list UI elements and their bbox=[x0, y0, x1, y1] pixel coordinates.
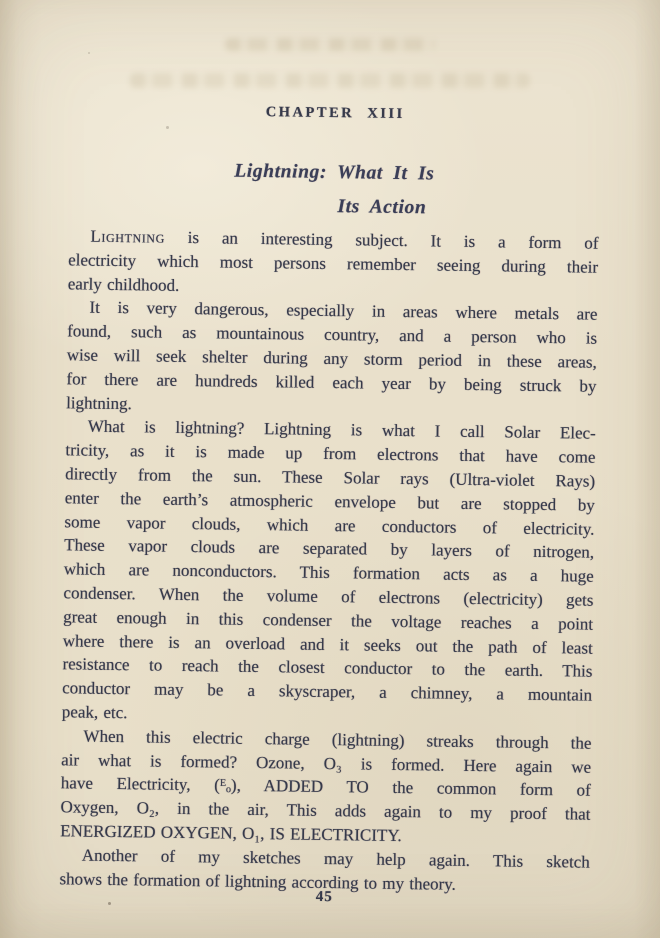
smallcaps-word: Lightning bbox=[90, 226, 166, 247]
text-line: air what is formed? Ozone, O₃ is formed. Here again we bbox=[61, 749, 592, 777]
text-line: ENERGIZED OXYGEN, O₁, IS ELECTRICITY. bbox=[60, 821, 402, 845]
text-line: electricity which most persons remember seeing during their bbox=[68, 250, 599, 277]
text-line: which are nonconductors. This formation acts as a huge bbox=[63, 559, 594, 586]
text-line: where there is an overload and it seeks out the path of least bbox=[62, 630, 593, 658]
text-line: shows the formation of lightning according to my theory. bbox=[59, 868, 457, 894]
text-line: peak, etc. bbox=[61, 702, 128, 723]
text-line: conductor may be a skyscraper, a chimney, a mountain bbox=[62, 678, 593, 705]
page-number: 45 bbox=[315, 888, 333, 906]
text-line: for there are hundreds killed each year by being struck by bbox=[66, 369, 597, 396]
text-line: resistance to reach the closest conductor to the earth. This bbox=[62, 654, 593, 682]
text-line: directly from the sun. These Solar rays (Ultra-violet Rays) bbox=[65, 464, 596, 491]
text-line: These vapor clouds are separated by layers of nitrogen, bbox=[64, 535, 595, 563]
text-line: tricity, as it is made up from electrons that have come bbox=[65, 440, 596, 467]
paragraph bbox=[60, 724, 592, 850]
page-title-line1: Lightning: What It Is bbox=[234, 160, 435, 185]
chapter-heading: CHAPTER XIII bbox=[265, 104, 405, 123]
text-line: great enough in this condenser the voltage reaches a point bbox=[63, 607, 594, 634]
page-body bbox=[59, 224, 598, 898]
text-line: enter the earth’s atmospheric envelope but are stopped by bbox=[64, 488, 595, 515]
text-line: lightning. bbox=[66, 392, 132, 413]
page-title-line2: Its Action bbox=[337, 196, 427, 219]
paragraph bbox=[68, 224, 599, 303]
text-line: early childhood. bbox=[67, 273, 180, 295]
text-line: Lightning is an interesting subject. It is a form of bbox=[90, 226, 599, 253]
text-line: found, such as mountainous country, and a person who is bbox=[67, 321, 598, 348]
paragraph bbox=[62, 415, 596, 732]
text-line: have Electricity, (ᴱₒ), ADDED TO the common form of bbox=[60, 773, 591, 800]
text-line: When this electric charge (lightning) streaks through the bbox=[83, 726, 592, 753]
text-line: condenser. When the volume of electrons (electricity) gets bbox=[63, 583, 594, 610]
paragraph bbox=[66, 296, 598, 422]
text-line: some vapor clouds, which are conductors of electricity. bbox=[64, 511, 595, 539]
text-line: Another of my sketches may help again. This sketch bbox=[81, 845, 590, 872]
text-line: Oxygen, O₂, in the air, This adds again to my proof that bbox=[60, 797, 591, 824]
text-line: It is very dangerous, especially in areas where metals are bbox=[89, 298, 598, 325]
text-line: wise will seek shelter during any storm period in these areas, bbox=[66, 345, 597, 372]
text-line: What is lightning? Lightning is what I call Solar Elec- bbox=[87, 416, 596, 444]
